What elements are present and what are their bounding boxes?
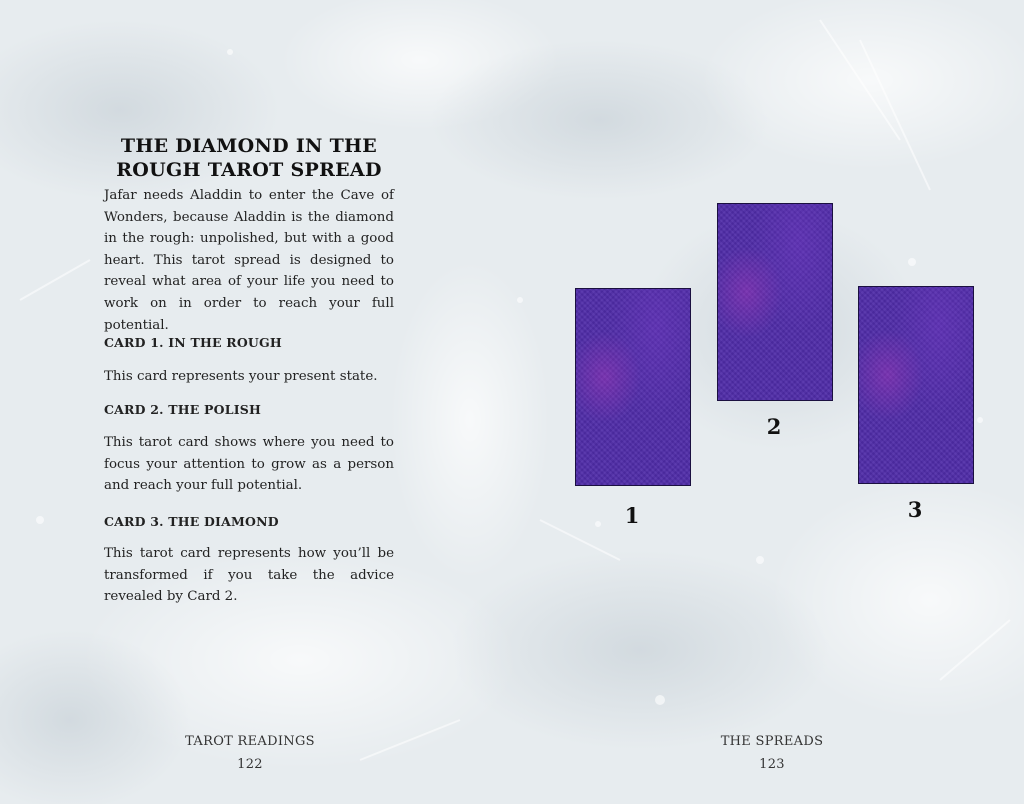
card-3-heading: CARD 3. THE DIAMOND <box>104 514 279 529</box>
card-2-heading: CARD 2. THE POLISH <box>104 402 261 417</box>
page-number-left: 122 <box>237 757 263 772</box>
page-number-right: 123 <box>759 757 785 772</box>
card-2-description: This tarot card shows where you need to focus your attention to grow as a person and reach your full potential. <box>104 435 394 494</box>
title-line-1: THE DIAMOND IN THE <box>120 135 378 157</box>
tarot-card-1 <box>575 288 691 486</box>
right-page <box>512 0 1024 804</box>
page-title <box>104 134 394 182</box>
card-1-number: 1 <box>624 503 640 528</box>
card-1-description: This card represents your present state. <box>104 369 378 384</box>
title-line-2: ROUGH TAROT SPREAD <box>116 159 382 181</box>
intro-paragraph: Jafar needs Aladdin to enter the Cave of Wonders, because Aladdin is the diamond in the rough: unpolished, but with a good heart. This tarot spread is designed to reveal what area of your life you need to work on in order to reach your full potential. <box>104 188 394 333</box>
tarot-card-2 <box>717 203 833 401</box>
card-2-number: 2 <box>766 414 782 439</box>
running-footer-left: TAROT READINGS <box>185 734 315 749</box>
tarot-card-3 <box>858 286 974 484</box>
right-footer <box>672 734 872 772</box>
running-footer-right: THE SPREADS <box>720 734 824 749</box>
left-footer <box>150 734 350 772</box>
card-3-number: 3 <box>907 497 923 522</box>
card-1-heading: CARD 1. IN THE ROUGH <box>104 335 282 350</box>
card-3-description: This tarot card represents how you’ll be transformed if you take the advice revealed by Card 2. <box>104 546 394 605</box>
